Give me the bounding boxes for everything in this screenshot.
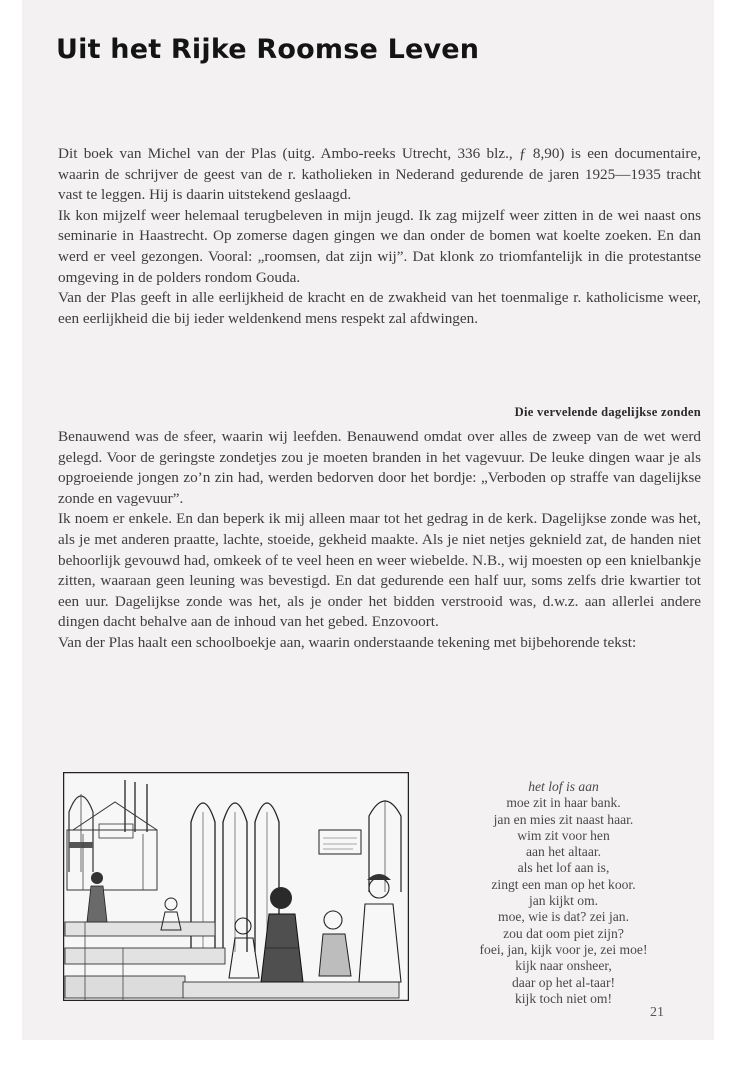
poem-line: het lof is aan	[528, 779, 599, 794]
poem-line: moe zit in haar bank.	[506, 795, 621, 811]
poem-line: jan en mies zit naast haar.	[493, 811, 634, 827]
poem-line: als het lof aan is,	[517, 860, 610, 876]
church-illustration	[63, 772, 409, 1001]
section-subheading: Die vervelende dagelijkse zonden	[514, 405, 701, 419]
paragraph: Dit boek van Michel van der Plas (uitg. Ambo-reeks Utrecht, 336 blz., ƒ 8,90) is een documentaire, waarin de schrijver de geest van de r. katholieken in Nederand gedurende de jaren 1925—1935 tracht vast te leggen. Hij is daarin uitstekend geslaagd.	[58, 145, 701, 204]
poem-line: zingt een man op het koor.	[491, 876, 636, 892]
paragraph: Ik kon mijzelf weer helemaal terugbeleven in mijn jeugd. Ik zag mijzelf weer zitten in de wei naast ons seminarie in Haastrecht. Op zomerse dagen gingen we dan onder de bomen wat koelte zoeken. En dan werd er veel gezongen. Vooral: „roomsen, dat zijn wij”. Dat klonk zo triomfantelijk in die protestantse omgeving in de polders rondom Gouda.	[58, 206, 701, 286]
poem-line: kijk toch niet om!	[514, 990, 613, 1006]
poem-line: kijk naar onsheer,	[515, 958, 612, 974]
poem-line: daar op het al-taar!	[511, 974, 616, 990]
paragraph: Van der Plas geeft in alle eerlijkheid de kracht en de zwakheid van het toenmalige r. katholicisme weer, een eerlijkheid die bij ieder weldenkend mens respekt zal afdwingen.	[58, 289, 701, 327]
intro-text	[58, 144, 701, 329]
page	[22, 0, 714, 1040]
paragraph: Benauwend was de sfeer, waarin wij leefden. Benauwend omdat over alles de zweep van de wet werd gelegd. Voor de geringste zondetjes zou je moeten branden in het vagevuur. De leuke dingen waar je als opgroeiende jongen zo’n zin had, werden bedorven door het bordje: „Verboden op straffe van dagelijkse zonde en vagevuur”.	[58, 428, 701, 507]
poem-line: moe, wie is dat? zei jan.	[498, 909, 629, 925]
page-number: 21	[650, 1005, 664, 1020]
poem-line: wim zit voor hen	[517, 827, 610, 843]
poem-line: zou dat oom piet zijn?	[503, 925, 624, 941]
poem-line: jan kijkt om.	[528, 893, 599, 909]
paragraph: Van der Plas haalt een schoolboekje aan, waarin onderstaande tekening met bijbehorende tekst:	[58, 633, 637, 651]
poem-line: foei, jan, kijk voor je, zei moe!	[479, 941, 648, 957]
paragraph: Ik noem er enkele. En dan beperk ik mij alleen maar tot het gedrag in de kerk. Dagelijkse zonde was het, als je met anderen praatte, lachte, stoeide, gekheid maakte. Als je niet netjes geknield zat, de handen niet behoorlijk gevouwd had, omkeek of te veel heen en weer wiebelde. N.B., wij moesten op een knielbankje zitten, waaraan geen leuning was bevestigd. En dat gedurende een half uur, soms zelfs drie kwartier tot een uur. Dagelijkse zonde was het, als je onder het bidden verstrooid was, d.w.z. aan allerlei andere dingen dacht behalve aan de inhoud van het gebed. Enzovoort.	[58, 510, 701, 631]
poem-line: aan het altaar.	[525, 844, 602, 860]
poem	[432, 779, 695, 1007]
page-title: Uit het Rijke Roomse Leven	[56, 34, 480, 65]
section-text	[58, 427, 701, 654]
